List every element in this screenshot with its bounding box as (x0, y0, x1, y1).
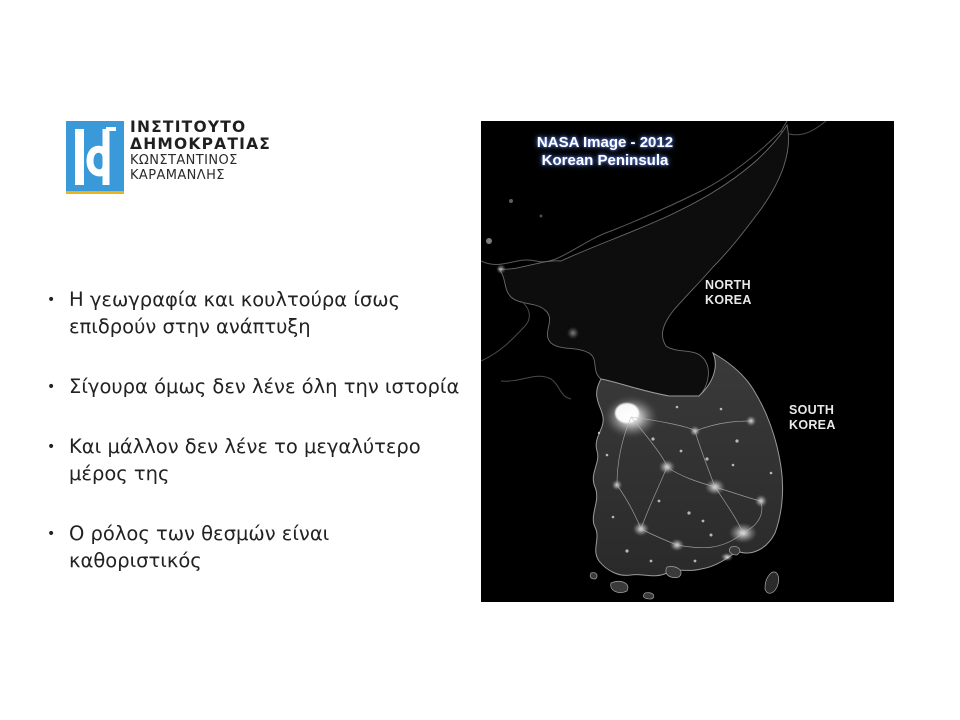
bullet-text: Σίγουρα όμως δεν λένε όλη την ιστορία (69, 375, 460, 398)
bullet-item (44, 433, 464, 487)
map-title-line-1: NASA Image - 2012 (536, 134, 674, 151)
bullet-text: Και μάλλον δεν λένε το μεγαλύτερο μέρος της (69, 435, 421, 485)
map-title-line-2: Korean Peninsula (541, 152, 669, 169)
north-korea-label (705, 278, 752, 308)
bullet-item (44, 373, 464, 400)
south-korea-label (789, 403, 836, 433)
logo-mark-icon (66, 121, 124, 191)
bullet-text: Ο ρόλος των θεσμών είναι καθοριστικός (69, 522, 330, 572)
logo-underline (66, 191, 124, 194)
logo-line-4: ΚΑΡΑΜΑΝΛΗΣ (130, 168, 225, 183)
bullet-marker: • (47, 379, 56, 395)
north-korea-label-line-2: KOREA (705, 293, 752, 307)
logo-line-2: ΔΗΜΟΚΡΑΤΙΑΣ (130, 135, 272, 153)
logo-text (130, 119, 271, 183)
bullet-marker: • (47, 439, 56, 455)
night-lights-map-image (481, 121, 894, 602)
bullet-list (44, 286, 464, 607)
south-korea-label-line-2: KOREA (789, 418, 836, 432)
bullet-item (44, 520, 464, 574)
bullet-marker: • (47, 526, 56, 542)
logo-line-3: ΚΩΝΣΤΑΝΤΙΝΟΣ (130, 153, 238, 168)
institute-logo (66, 119, 326, 195)
logo-line-1: ΙΝΣΤΙΤΟΥΤΟ (130, 118, 247, 136)
bullet-item (44, 286, 464, 340)
bullet-marker: • (47, 292, 56, 308)
north-korea-label-line-1: NORTH (705, 278, 751, 292)
map-title (481, 134, 729, 170)
south-korea-label-line-1: SOUTH (789, 403, 835, 417)
bullet-text: Η γεωγραφία και κουλτούρα ίσως επιδρούν στην ανάπτυξη (69, 288, 401, 338)
map-graphic (481, 121, 894, 602)
